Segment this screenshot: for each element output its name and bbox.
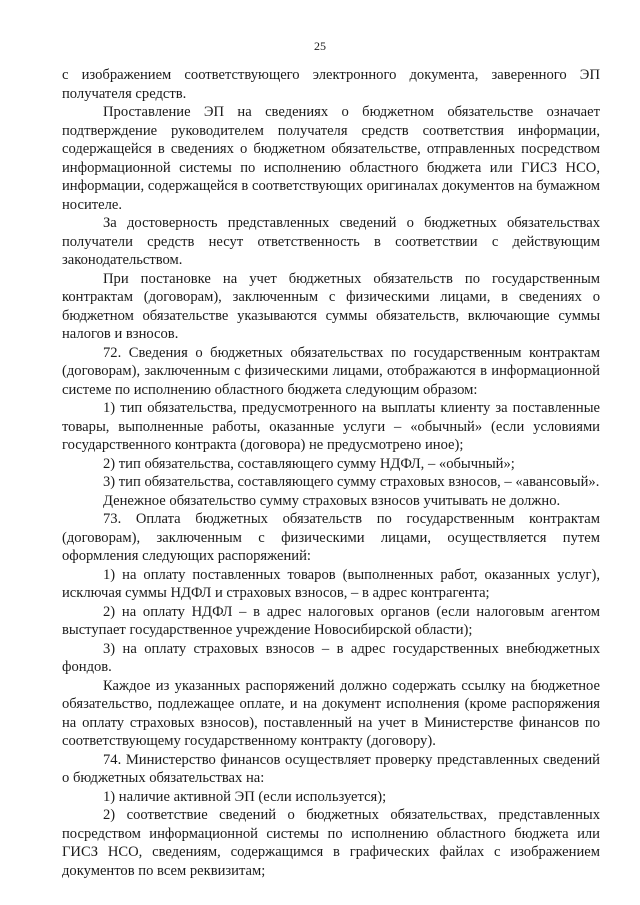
list-item-7: 1) наличие активной ЭП (если используется); [103, 788, 387, 805]
paragraph-3: За достоверность представленных сведений о бюджетных обязательствах получатели средств несут ответственность в соответствии с действующим законодательством. [62, 215, 600, 268]
paragraph-5: 72. Сведения о бюджетных обязательствах по государственным контрактам (договорам), заключенным с физическими лицами, отображаются в информационной системе по исполнению областного бюджета следующим образом: [62, 344, 600, 398]
list-item-4: 1) на оплату поставленных товаров (выполненных работ, оказанных услуг), исключая суммы НДФЛ и страховых взносов, – в адрес контрагента; [62, 566, 600, 601]
paragraph-1: с изображением соответствующего электронного документа, заверенного ЭП получателя средств. [62, 67, 600, 102]
paragraph-7: 73. Оплата бюджетных обязательств по государственным контрактам (договорам), заключенным с физическими лицами, осуществляется путем оформления следующих распоряжений: [62, 511, 600, 564]
document-body [62, 66, 600, 880]
paragraph-6: Денежное обязательство сумму страховых взносов учитывать не должно. [103, 492, 561, 509]
paragraph-8: Каждое из указанных распоряжений должно содержать ссылку на бюджетное обязательство, подлежащее оплате, и на документ исполнения (кроме распоряжения на оплату страховых взносов), поставленный на учет в Министерстве финансов по соответствующему государственному контракту (договору). [62, 677, 600, 749]
list-item-1: 1) тип обязательства, предусмотренного на выплаты клиенту за поставленные товары, выполненные работы, оказанные услуги – «обычный» (если условиями государственного контракта (договора) не предусмотрено иное); [62, 400, 600, 453]
list-item-5: 2) на оплату НДФЛ – в адрес налоговых органов (если налоговым агентом выступает государственное учреждение Новосибирской области); [62, 603, 600, 638]
list-item-6: 3) на оплату страховых взносов – в адрес государственных внебюджетных фондов. [62, 640, 600, 675]
list-item-3: 3) тип обязательства, составляющего сумму страховых взносов, – «авансовый». [103, 474, 600, 490]
paragraph-4: При постановке на учет бюджетных обязательств по государственным контрактам (договорам), заключенным с физическими лицами, в сведениях о бюджетном обязательстве указываются суммы обязательств, включающие суммы налогов и взносов. [62, 270, 600, 342]
list-item-2: 2) тип обязательства, составляющего сумму НДФЛ, – «обычный»; [103, 455, 515, 472]
paragraph-2: Проставление ЭП на сведениях о бюджетном обязательстве означает подтверждение руководителем получателя средств соответствия информации, содержащейся в сведениях о бюджетном обязательстве, отправленных посредством информационной системы по исполнению областного бюджета или ГИСЗ НСО, информации, содержащейся в соответствующих оригиналах документов на бумажном носителе. [62, 104, 600, 213]
page-number: 25 [314, 39, 326, 53]
paragraph-9: 74. Министерство финансов осуществляет проверку представленных сведений о бюджетных обязательствах на: [62, 751, 600, 786]
list-item-8: 2) соответствие сведений о бюджетных обязательствах, представленных посредством информационной системы по исполнению областного бюджета или ГИСЗ НСО, сведениям, содержащимся в графических файлах с изображением документов по всем реквизитам; [62, 807, 600, 879]
